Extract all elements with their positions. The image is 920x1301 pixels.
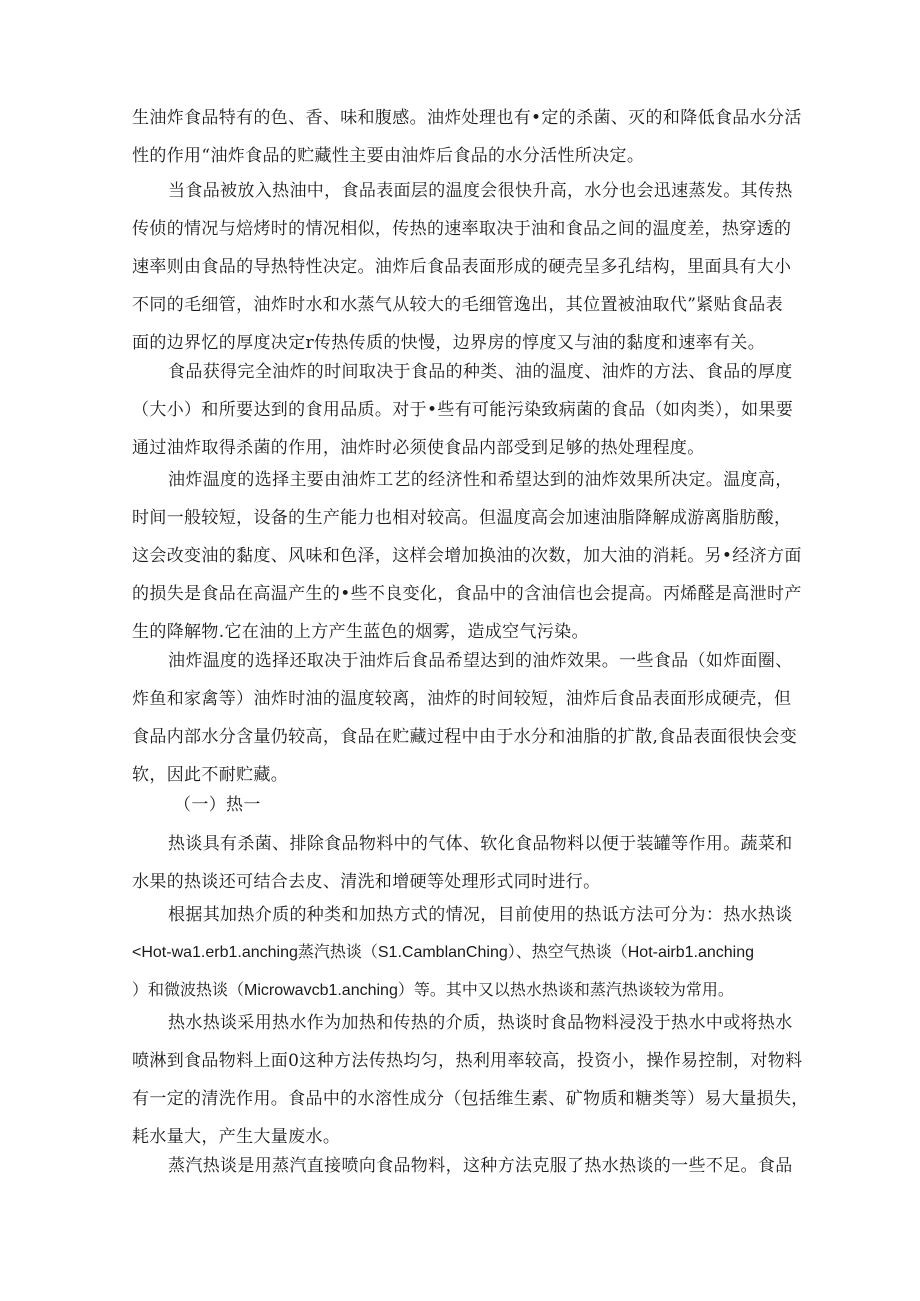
text-line: ）和微波热谈（Microwavcb1.anching）等。其中又以热水热谈和蒸汽热谈较为常用。 [132,982,734,999]
paragraph-frying-time [132,353,796,467]
text-line: 传侦的情况与焙烤时的情况相似，传热的速率取决于油和食品之间的温度差，热穿透的 [132,219,792,239]
text-line: 这会改变油的黏度、风味和色泽，这样会增加换油的次数，加大油的消耗。另•经济方面 [132,546,802,566]
text-line: 耗水量大，产生大量废水。 [132,1127,341,1147]
text-line: 当食品被放入热油中，食品表面层的温度会很快升高，水分也会迅速蒸发。其传热 [168,181,793,201]
text-line: 根据其加热介质的种类和加热方式的情况，目前使用的热诋方法可分为：热水热谈 [168,905,793,925]
text-line: 油炸温度的选择主要由油炸工艺的经济性和希望达到的油炸效果所决定。温度高， [168,470,793,490]
text-line: 喷淋到食品物料上面0这种方法传热均匀，热利用率较高，投资小，操作易控制，对物料 [132,1051,803,1071]
paragraph-blanching-methods [132,896,796,1010]
text-line: 软，因此不耐贮藏。 [132,765,289,785]
paragraph-hot-water-blanching [132,1004,809,1156]
paragraph-steam-blanching [132,1147,796,1185]
text-line: 蒸汽热谈是用蒸汽直接喷向食品物料，这种方法克服了热水热谈的一些不足。食品 [168,1156,793,1176]
paragraph-temperature-economics [132,461,802,651]
text-line: 食品内部水分含量仍较高，食品在贮藏过程中由于水分和油脂的扩散,食品表面很快会变 [132,727,798,747]
section-heading-text: （一）热一 [174,795,261,815]
text-line: <Hot-wa1.erb1.anching蒸汽热谈（S1.CamblanChing）、热空气热谈（Hot-airb1.anching [132,944,755,961]
paragraph-frying-effects [132,99,802,175]
text-line: 不同的毛细管，油炸时水和水蒸气从较大的毛细管逸出，其位置被油取代”紧贴食品表 [132,295,783,315]
paragraph-temperature-effects [132,642,796,794]
text-line: 面的边界忆的厚度决定r传热传质的快慢，边界房的惇度又与油的黏度和速率有关。 [132,333,766,353]
text-line: 热水热谈采用热水作为加热和传热的介质，热谈时食品物料浸没于热水中或将热水 [168,1013,793,1033]
text-line: 炸鱼和家禽等）油炸时油的温度较离，油炸的时间较短，油炸后食品表面形成硬壳，但 [132,689,792,709]
text-line: （大小）和所要达到的食用品质。对于•些有可能污染致病菌的食品（如肉类），如果要 [132,400,794,420]
text-line: 速率则由食品的导热特性决定。油炸后食品表面形成的硬壳呈多孔结构，里面具有大小 [132,257,792,277]
section-heading [174,786,474,824]
text-line: 食品获得完全油炸的时间取决于食品的种类、油的温度、油炸的方法、食品的厚度 [168,362,793,382]
text-line: 水果的热谈还可结合去皮、清洗和增硬等处理形式同时进行。 [132,872,601,892]
text-line: 通过油炸取得杀菌的作用，油炸时必须使食品内部受到足够的热处理程度。 [132,438,705,458]
paragraph-heat-transfer [132,172,796,362]
paragraph-blanching-purpose [132,825,796,901]
text-line: 的损失是食品在高温产生的•些不良变化，食品中的含油信也会提高。丙烯醛是高泄时产 [132,584,802,604]
text-line: 热谈具有杀菌、排除食品物料中的气体、软化食品物料以便于装罐等作用。蔬菜和 [168,834,793,854]
text-line: 性的作用“油炸食品的贮藏性主要由油炸后食品的水分活性所决定。 [132,146,645,166]
text-line: 时间一般较短，设备的生产能力也相对较高。但温度高会加速油脂降解成游离脂肪酸， [132,508,792,528]
text-line: 有一定的清洗作用。食品中的水溶性成分（包括维生素、矿物质和糖类等）易大量损失， [132,1089,809,1109]
text-line: 生油炸食品特有的色、香、味和腹感。油炸处理也有•定的杀菌、灭的和降低食品水分活 [132,108,802,128]
text-line: 生的降解物.它在油的上方产生蓝色的烟雾，造成空气污染。 [132,622,589,642]
text-line: 油炸温度的选择还取决于油炸后食品希望达到的油炸效果。一些食品（如炸面圈、 [168,651,793,671]
